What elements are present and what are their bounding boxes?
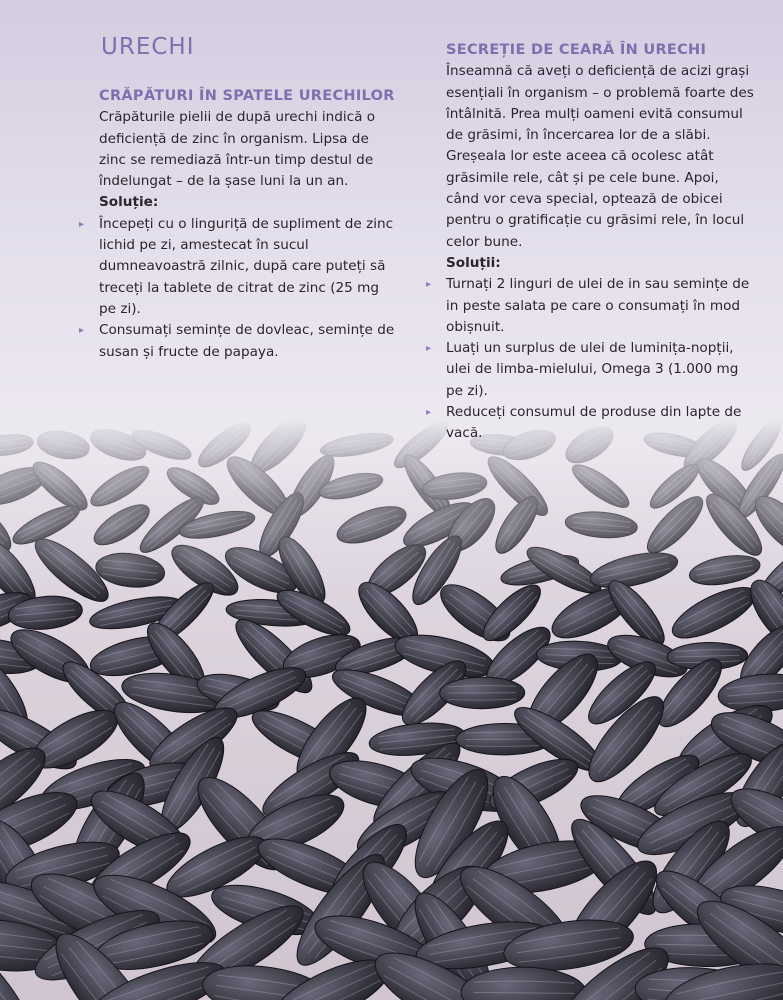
sunflower-seeds-image bbox=[0, 420, 783, 1000]
list-item: ▸ Luați un surplus de ulei de luminița-nopții, ulei de limba-mielului, Omega 3 (1.000 mg pe zi). bbox=[446, 338, 756, 402]
left-column bbox=[99, 86, 399, 363]
list-item: ▸ Turnați 2 linguri de ulei de in sau semințe de in peste salata pe care o consumați în mod obișnuit. bbox=[446, 274, 756, 338]
sunflower-seeds-photo bbox=[0, 420, 783, 1000]
list-item: ▸ Începeți cu o linguriță de supliment de zinc lichid pe zi, amestecat în sucul dumneavoastră zilnic, după care puteți să treceți la tablete de citrat de zinc (25 mg pe zi). bbox=[99, 214, 399, 320]
list-item: ▸ Reduceți consumul de produse din lapte de vacă. bbox=[446, 402, 756, 445]
right-column bbox=[446, 40, 756, 445]
right-solution-list bbox=[446, 274, 756, 444]
page-title: URECHI bbox=[101, 34, 195, 60]
left-solution-label: Soluție: bbox=[99, 194, 159, 211]
right-solution-label: Soluții: bbox=[446, 254, 501, 271]
left-heading: CRĂPĂTURI ÎN SPATELE URECHILOR bbox=[99, 88, 395, 104]
left-body: Crăpăturile pielii de după urechi indică o deficiență de zinc în organism. Lipsa de zinc se remediază într-un timp destul de îndelungat – de la șase luni la un an. bbox=[99, 109, 376, 190]
right-heading: SECREȚIE DE CEARĂ ÎN URECHI bbox=[446, 42, 707, 58]
right-body: Înseamnă că aveți o deficiență de acizi grași esențiali în organism – o problemă foarte des întâlnită. Prea mulți oameni evită consumul de grăsimi, în încercarea lor de a slăbi. Greșeala lor este aceea că ocolesc atât grăsimile rele, cât și pe cele bune. Apoi, când vor ceva special, optează de obicei pentru o gratificație cu grăsimi rele, în locul celor bune. bbox=[446, 63, 754, 250]
left-solution-list bbox=[99, 214, 399, 363]
list-item: ▸ Consumați semințe de dovleac, semințe de susan și fructe de papaya. bbox=[99, 320, 399, 363]
